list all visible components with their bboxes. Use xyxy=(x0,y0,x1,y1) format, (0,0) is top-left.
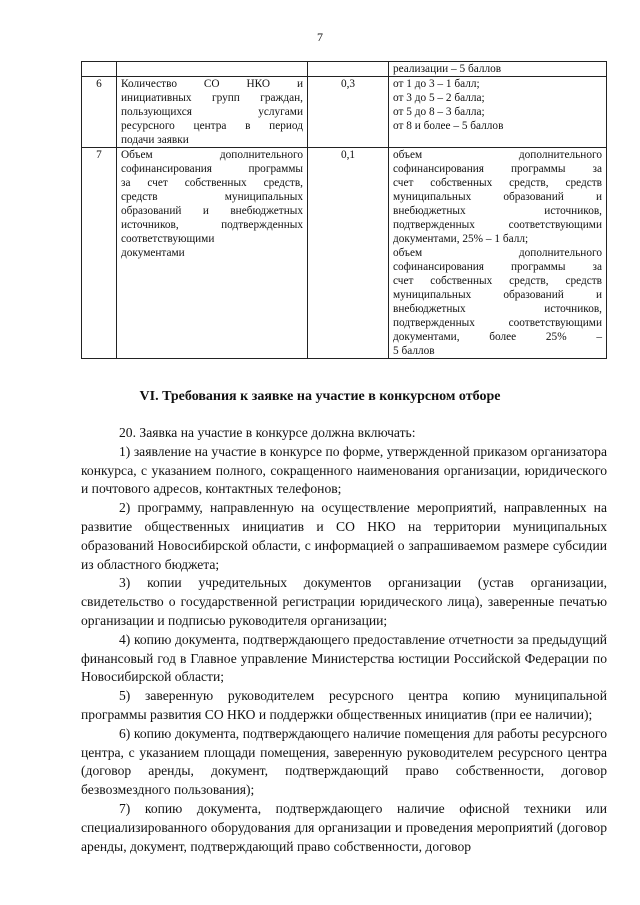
name-line: софинансирования программы xyxy=(121,163,303,175)
score-line: от 5 до 8 – 3 балла; xyxy=(393,106,485,118)
section-title: VI. Требования к заявке на участие в конкурсном отборе xyxy=(139,389,501,404)
criterion-weight xyxy=(308,62,389,77)
paragraph: 2) программу, направленную на осуществление мероприятий, направленных на развитие общественных инициатив и СО НКО на территории муниципальных образований Новосибирской области, с информацией о запрашиваемом размере субсидии из областного бюджета; xyxy=(81,500,607,572)
criterion-weight: 0,1 xyxy=(308,148,389,359)
score-line: документами, более 25% – xyxy=(393,331,602,343)
name-line: за счет собственных средств, xyxy=(121,177,303,189)
page-number: 7 xyxy=(317,30,323,44)
criterion-name xyxy=(117,77,308,148)
name-line: Объем дополнительного xyxy=(121,149,303,161)
score-line: муниципальных образований и xyxy=(393,191,602,203)
name-line: ресурсного центра в период xyxy=(121,120,303,132)
score-line: 5 баллов xyxy=(393,345,435,357)
table-row xyxy=(82,148,607,359)
paragraph: 4) копию документа, подтверждающего предоставление отчетности за предыдущий финансовый год в Главное управление Министерства юстиции Российской Федерации по Новосибирской области; xyxy=(81,631,607,685)
score-line: подтвержденных соответствующими xyxy=(393,219,602,231)
score-line: подтвержденных соответствующими xyxy=(393,317,602,329)
table-row xyxy=(82,77,607,148)
paragraph: 1) заявление на участие в конкурсе по форме, утвержденной приказом организатора конкурса, с указанием полного, сокращенного наименования организации, юридического и почтового адресов, контактных телефонов; xyxy=(81,443,607,497)
name-line: Количество СО НКО и xyxy=(121,78,303,90)
row-number xyxy=(82,62,117,77)
score-line: от 1 до 3 – 1 балл; xyxy=(393,78,480,90)
table-row xyxy=(82,62,607,77)
name-line: документами xyxy=(121,247,185,259)
criteria-table xyxy=(81,61,607,359)
name-line: образований и внебюджетных xyxy=(121,205,303,217)
score-line: документами, 25% – 1 балл; xyxy=(393,233,529,245)
paragraph: 6) копию документа, подтверждающего наличие помещения для работы ресурсного центра, с указанием площади помещения, заверенную руководителем ресурсного центра (договор аренды, документ, подтверждающий право собственности, договор безвозмездного пользования); xyxy=(81,725,607,798)
score-line: софинансирования программы за xyxy=(393,261,602,273)
name-line: источников, подтвержденных xyxy=(121,219,303,231)
score-line: реализации – 5 баллов xyxy=(393,63,502,75)
criterion-name xyxy=(117,148,308,359)
row-number: 7 xyxy=(82,148,117,359)
name-line: пользующихся услугами xyxy=(121,106,303,118)
paragraph: 20. Заявка на участие в конкурсе должна включать: xyxy=(119,425,416,440)
score-line: софинансирования программы за xyxy=(393,163,602,175)
score-line: от 8 и более – 5 баллов xyxy=(393,120,504,132)
criterion-name xyxy=(117,62,308,77)
name-line: соответствующими xyxy=(121,233,215,245)
score-line: муниципальных образований и xyxy=(393,289,602,301)
score-line: объем дополнительного xyxy=(393,247,602,259)
score-line: внебюджетных источников, xyxy=(393,205,602,217)
paragraph: 7) копию документа, подтверждающего наличие офисной техники или специализированного оборудования для организации и проведения мероприятий (договор аренды, документ, подтверждающий право собственности, договор xyxy=(81,800,607,854)
score-line: от 3 до 5 – 2 балла; xyxy=(393,92,485,104)
criterion-weight: 0,3 xyxy=(308,77,389,148)
paragraph: 5) заверенную руководителем ресурсного центра копию муниципальной программы развития СО НКО и поддержки общественных инициатив (при ее наличии); xyxy=(81,688,607,722)
score-line: объем дополнительного xyxy=(393,149,602,161)
score-line: счет собственных средств, средств xyxy=(393,177,602,189)
name-line: подачи заявки xyxy=(121,134,189,146)
criterion-score xyxy=(389,148,607,359)
criterion-score xyxy=(389,62,607,77)
paragraph: 3) копии учредительных документов организации (устав организации, свидетельство о государственной регистрации юридического лица), заверенные печатью организации и подписью руководителя организации; xyxy=(81,575,607,628)
row-number: 6 xyxy=(82,77,117,148)
criterion-score xyxy=(389,77,607,148)
body-text xyxy=(81,424,607,856)
score-line: счет собственных средств, средств xyxy=(393,275,602,287)
name-line: средств муниципальных xyxy=(121,191,303,203)
name-line: инициативных групп граждан, xyxy=(121,92,303,104)
score-line: внебюджетных источников, xyxy=(393,303,602,315)
